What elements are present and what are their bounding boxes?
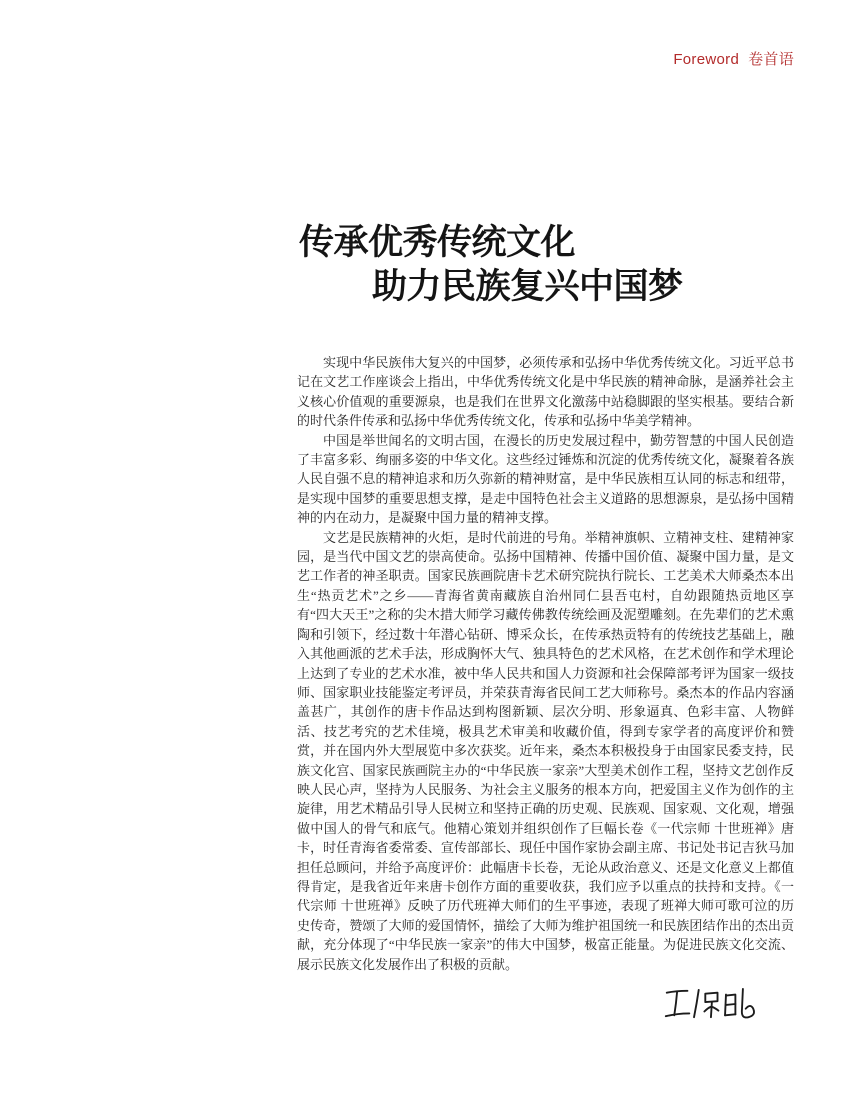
signature-handwriting [663,984,757,1024]
paragraph: 文艺是民族精神的火炬，是时代前进的号角。举精神旗帜、立精神支柱、建精神家园，是当代中国文艺的崇高使命。弘扬中国精神、传播中国价值、凝聚中国力量，是文艺工作者的神圣职责。国家民族画院唐卡艺术研究院执行院长、工艺美术大师桑杰本出生“热贡艺术”之乡——青海省黄南藏族自治州同仁县吾屯村，自幼跟随热贡地区享有“四大天王”之称的尖木措大师学习藏传佛教传统绘画及泥塑雕刻。在先辈们的艺术熏陶和引领下，经过数十年潜心钻研、博采众长，在传承热贡特有的传统技艺基础上，融入其他画派的艺术手法，形成胸怀大气、独具特色的艺术风格，在艺术创作和学术理论上达到了专业的艺术水准，被中华人民共和国人力资源和社会保障部考评为国家一级技师、国家职业技能鉴定考评员，并荣获青海省民间工艺大师称号。桑杰本的作品内容涵盖甚广，其创作的唐卡作品达到构图新颖、层次分明、形象逼真、色彩丰富、人物鲜活、技艺考究的艺术佳境，极具艺术审美和收藏价值，得到专家学者的高度评价和赞赏，并在国内外大型展览中多次获奖。近年来，桑杰本积极投身于由国家民委支持，民族文化宫、国家民族画院主办的“中华民族一家亲”大型美术创作工程，坚持文艺创作反映人民心声，坚持为人民服务、为社会主义服务的根本方向，把爱国主义作为创作的主旋律，用艺术精品引导人民树立和坚持正确的历史观、民族观、国家观、文化观，增强做中国人的骨气和底气。他精心策划并组织创作了巨幅长卷《一代宗师 十世班禅》唐卡，时任青海省委常委、宣传部部长、现任中国作家协会副主席、书记处书记吉狄马加担任总顾问，并给予高度评价：此幅唐卡长卷，无论从政治意义、还是文化意义上都值得肯定，是我省近年来唐卡创作方面的重要收获，我们应予以重点的扶持和支持。《一代宗师 十世班禅》反映了历代班禅大师们的生平事迹，表现了班禅大师可歌可泣的历史传奇，赞颂了大师的爱国情怀，描绘了大师为维护祖国统一和民族团结作出的杰出贡献，充分体现了“中华民族一家亲”的伟大中国梦，极富正能量。为促进民族文化交流、展示民族文化发展作出了积极的贡献。 [297,529,794,972]
title-line-1: 传承优秀传统文化 [299,223,576,262]
page-header [673,48,794,69]
foreword-label-zh: 卷首语 [748,51,794,68]
title-line-2: 助力民族复兴中国梦 [372,267,683,306]
page-title [299,221,683,309]
paragraph: 实现中华民族伟大复兴的中国梦，必须传承和弘扬中华优秀传统文化。习近平总书记在文艺工作座谈会上指出，中华优秀传统文化是中华民族的精神命脉，是涵养社会主义核心价值观的重要源泉，也是我们在世界文化激荡中站稳脚跟的坚实根基。要结合新的时代条件传承和弘扬中华优秀传统文化，传承和弘扬中华美学精神。 [297,355,794,429]
foreword-label-en: Foreword [673,51,740,68]
paragraph: 中国是举世闻名的文明古国，在漫长的历史发展过程中，勤劳智慧的中国人民创造了丰富多彩、绚丽多姿的中华文化。这些经过锤炼和沉淀的优秀传统文化，凝聚着各族人民自强不息的精神追求和历久弥新的精神财富，是中华民族相互认同的标志和纽带，是实现中国梦的重要思想支撑，是走中国特色社会主义道路的思想源泉，是弘扬中国精神的内在动力，是凝聚中国力量的精神支撑。 [297,432,794,526]
article-body [297,353,794,974]
